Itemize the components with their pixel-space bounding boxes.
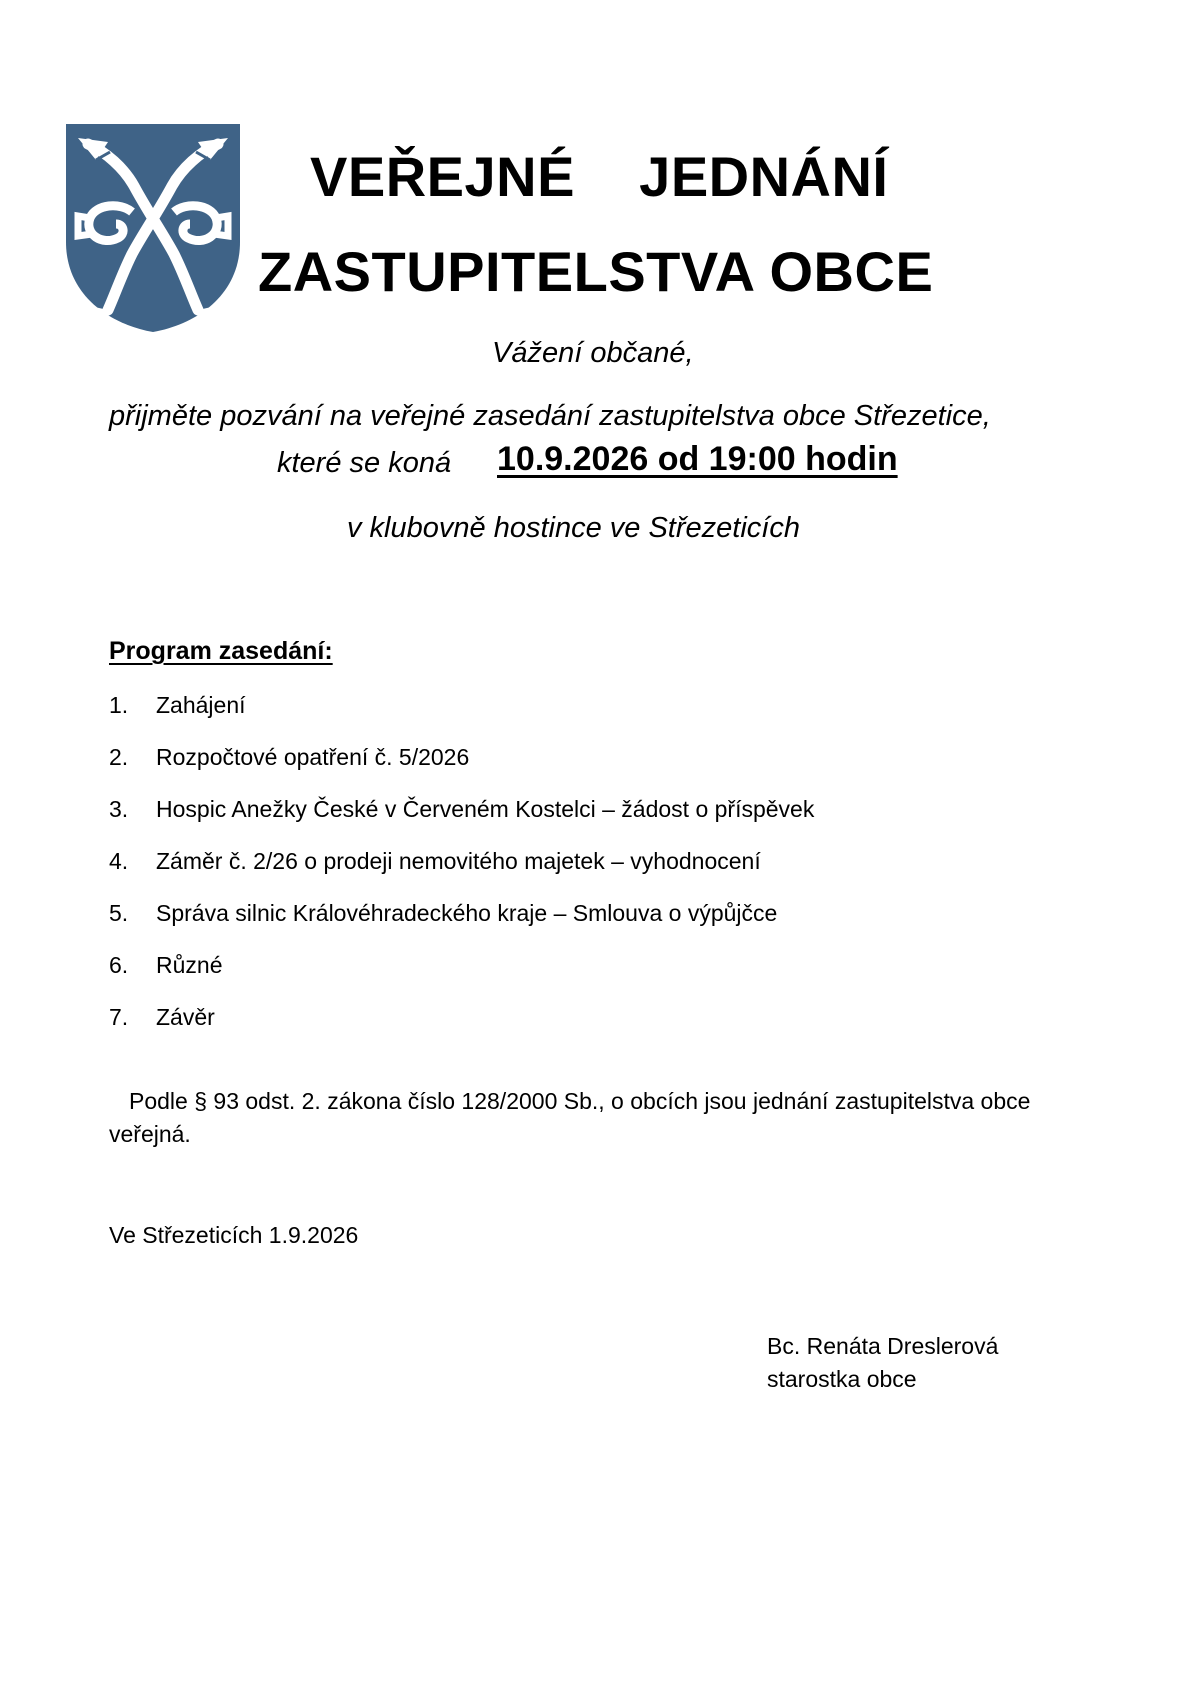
invitation-held-prefix: které se koná xyxy=(277,447,452,479)
list-item xyxy=(109,848,814,900)
place-and-date: Ve Střezeticích 1.9.2026 xyxy=(109,1222,359,1248)
list-item xyxy=(109,744,814,796)
list-item-text: Hospic Anežky České v Červeném Kostelci – žádost o příspěvek xyxy=(156,796,815,822)
invitation-text: přijměte pozvání na veřejné zasedání zastupitelstva obce Střezetice, xyxy=(109,400,991,432)
list-item-text: Záměr č. 2/26 o prodeji nemovitého majetek – vyhodnocení xyxy=(156,848,761,874)
signature-block xyxy=(767,1330,998,1396)
list-item-text: Rozpočtové opatření č. 5/2026 xyxy=(156,744,470,770)
agenda-list xyxy=(109,692,814,1056)
signatory-name: Bc. Renáta Dreslerová xyxy=(767,1333,999,1359)
greeting: Vážení občané, xyxy=(492,337,694,369)
list-item xyxy=(109,796,814,848)
list-item xyxy=(109,900,814,952)
list-item-number: 6. xyxy=(109,952,129,978)
signatory-role: starostka obce xyxy=(767,1366,917,1392)
municipal-coat-of-arms-icon xyxy=(66,124,240,332)
list-item-text: Různé xyxy=(156,952,223,978)
list-item xyxy=(109,1004,814,1056)
meeting-place: v klubovně hostince ve Střezeticích xyxy=(347,512,800,544)
page-title-line-2: ZASTUPITELSTVA OBCE xyxy=(258,240,934,303)
list-item-number: 2. xyxy=(109,744,129,770)
list-item xyxy=(109,952,814,1004)
list-item-number: 1. xyxy=(109,692,129,718)
list-item-number: 3. xyxy=(109,796,129,822)
list-item-text: Závěr xyxy=(156,1004,215,1030)
page-title-line-1: VEŘEJNÉ JEDNÁNÍ xyxy=(310,145,889,208)
list-item xyxy=(109,692,814,744)
list-item-number: 5. xyxy=(109,900,129,926)
list-item-text: Správa silnic Královéhradeckého kraje – Smlouva o výpůjčce xyxy=(156,900,778,926)
program-heading: Program zasedání: xyxy=(109,637,333,665)
legal-note: Podle § 93 odst. 2. zákona číslo 128/2000 Sb., o obcích jsou jednání zastupitelstva obce veřejná. xyxy=(109,1088,1031,1147)
list-item-text: Zahájení xyxy=(156,692,246,718)
list-item-number: 7. xyxy=(109,1004,129,1030)
meeting-date-time: 10.9.2026 od 19:00 hodin xyxy=(497,440,898,478)
list-item-number: 4. xyxy=(109,848,129,874)
